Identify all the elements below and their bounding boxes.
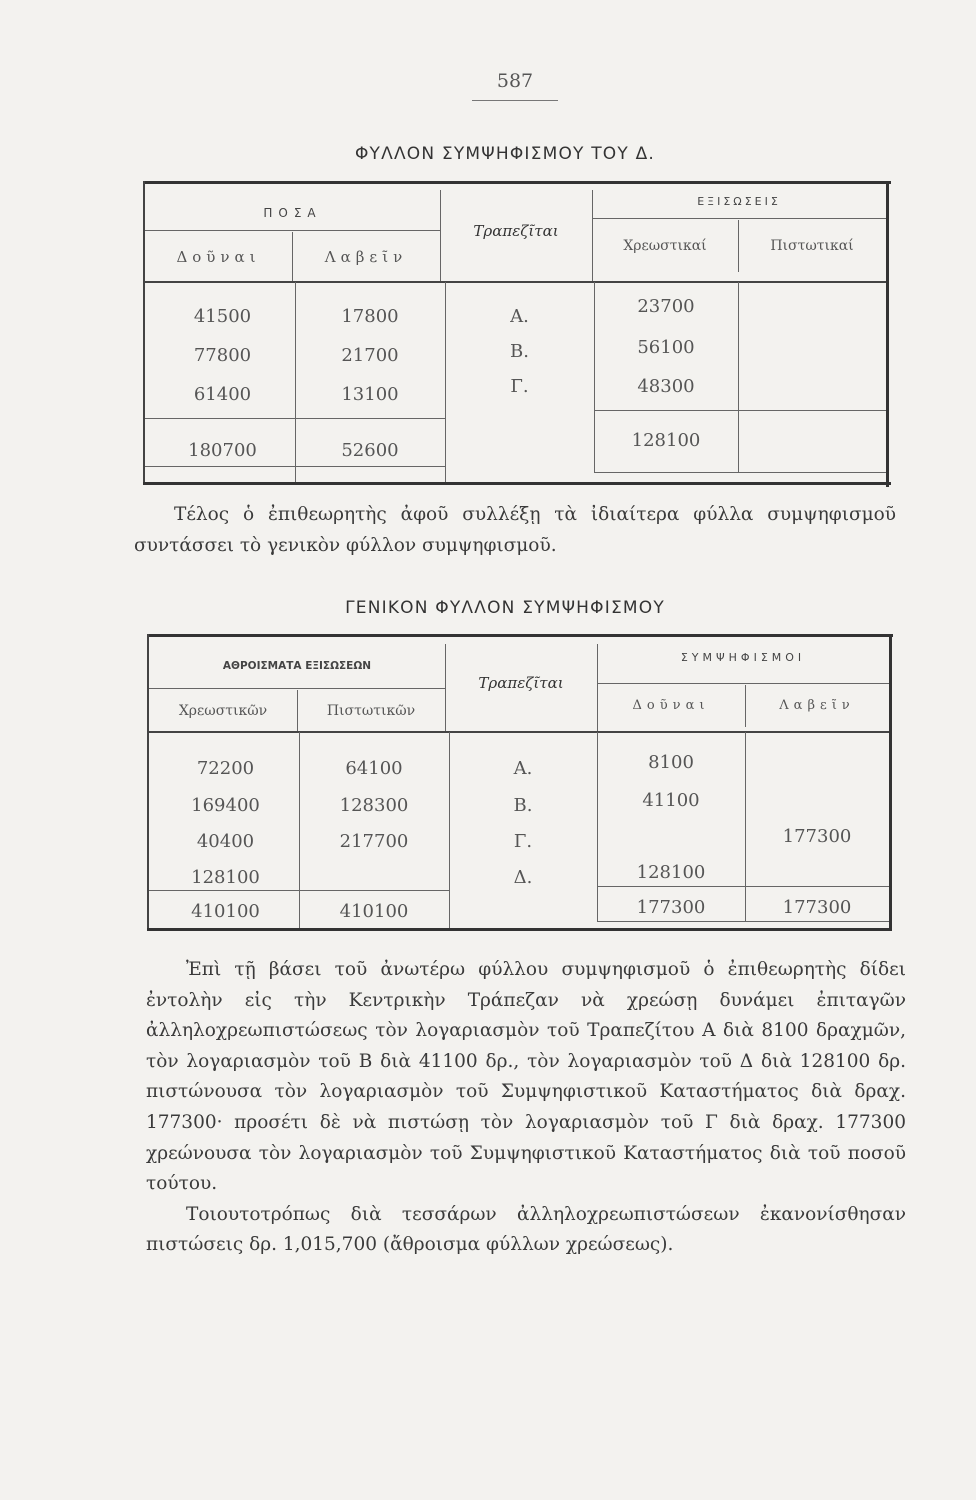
table2-cell: Β.: [513, 795, 533, 816]
table1-title: ΦΥΛΛΟΝ ΣΥΜΨΗΦΙΣΜΟΥ ΤΟΥ Δ.: [354, 144, 656, 164]
page-number: 587: [496, 70, 534, 92]
table1-total: 52600: [341, 440, 399, 461]
table2-right-border: [889, 634, 892, 930]
table1-cell: Β.: [510, 341, 529, 362]
table1-total: 180700: [188, 440, 257, 461]
table2-left-border: [147, 634, 149, 930]
table1-header-lavein: Λαβεῖν: [324, 248, 408, 266]
table2-totals-line-left: [149, 890, 449, 891]
table1-cell: Γ.: [510, 376, 529, 397]
table2-total: 410100: [191, 901, 260, 922]
table2-cell: 40400: [196, 831, 255, 852]
table1-cell: 13100: [341, 384, 399, 405]
table2-cell: Δ.: [513, 867, 533, 888]
table1-bottom-border: [143, 482, 891, 485]
table2-cell: 64100: [345, 758, 403, 779]
table1-cell: 21700: [341, 345, 399, 366]
table1-top-border: [143, 181, 891, 184]
table1-header-exisoseis: ΕΞΙΣΩΣΕΙΣ: [697, 195, 781, 208]
table2-cell: Γ.: [513, 831, 533, 852]
table2-cell: Α.: [513, 758, 533, 779]
table1-header-posa: ΠΟΣΑ: [263, 206, 322, 220]
table1-cell: 41500: [193, 306, 252, 327]
table2-totals-line-right: [597, 886, 889, 887]
table2-header-lavein: Λαβεῖν: [779, 698, 855, 713]
table1-total: 128100: [631, 430, 701, 451]
page-number-rule: [472, 100, 558, 101]
table2-cell: 72200: [196, 758, 255, 779]
table1-col-divider-4: [738, 282, 739, 472]
table2-cell: 217700: [339, 831, 409, 852]
paragraph-1-text: Τέλος ὁ ἐπιθεωρητὴς ἀφοῦ συλλέξῃ τὰ ἰδιαίτερα φύλλα συμψηφισμοῦ συντάσσει τὸ γενικὸν φύλλον συμψηφισμοῦ.: [134, 504, 896, 556]
table2-cell: 128100: [191, 867, 260, 888]
table1-cell: 48300: [637, 376, 695, 397]
table2-header-chreostikon: Χρεωστικῶν: [178, 703, 268, 719]
paragraph-block: [146, 955, 906, 1261]
table1-bottom-line-right: [594, 472, 886, 473]
table1-cell: 56100: [637, 337, 695, 358]
table2-header-athroismata: ΑΘΡΟΙΣΜΑΤΑ ΕΞΙΣΩΣΕΩΝ: [222, 660, 372, 672]
table2-bottom-line-right: [597, 921, 889, 922]
table1-cell: 17800: [341, 306, 399, 327]
table1-header-dounai: Δοῦναι: [176, 248, 261, 266]
table2-header-trapezai: Τραπεζῖται: [478, 674, 564, 692]
table2-header-pistotikon: Πιστωτικῶν: [326, 703, 416, 719]
table2-header-bottom: [149, 731, 889, 733]
table1-exisoseis-divider: [592, 218, 886, 219]
table1-totals-line-left: [145, 418, 445, 419]
paragraph-1: [134, 500, 896, 561]
table2-total: 410100: [339, 901, 409, 922]
table2-cell: 128100: [636, 862, 706, 883]
table1-header-chreostikai: Χρεωστικαί: [623, 238, 707, 254]
table2-top-border: [147, 634, 893, 637]
table1-posa-divider: [145, 230, 440, 231]
table1-cell: Α.: [510, 306, 529, 327]
table2-header-symps: ΣΥΜΨΗΦΙΣΜΟΙ: [680, 651, 806, 664]
table1-header-bottom: [145, 281, 886, 283]
table2-total: 177300: [782, 897, 852, 918]
table2-cell: 128300: [339, 795, 409, 816]
table1-totals-line-right: [594, 410, 886, 411]
table2-cell: 8100: [648, 752, 694, 773]
table1-header-trapezai: Τραπεζῖται: [473, 222, 559, 240]
table2-athr-divider: [149, 688, 445, 689]
paragraph-3-text: Τοιουτοτρόπως διὰ τεσσάρων ἀλληλοχρεωπιστώσεων ἐκανονίσθησαν πιστώσεις δρ. 1,015,700 (ἄθροισμα φύλλων χρεώσεως).: [146, 1203, 906, 1256]
table1-left-border: [143, 181, 145, 483]
table2-header-dounai: Δοῦναι: [632, 698, 710, 713]
paragraph-2-text: Ἐπὶ τῇ βάσει τοῦ ἀνωτέρω φύλλου συμψηφισμοῦ ὁ ἐπιθεωρητὴς δίδει ἐντολὴν εἰς τὴν Κεντρικὴν Τράπεζαν νὰ χρεώσῃ δυνάμει ἐπιταγῶν ἀλληλοχρεωπιστώσεως τὸν λογαριασμὸν τοῦ Τραπεζίτου Α διὰ 8100 δραχμῶν, τὸν λογαριασμὸν τοῦ Β διὰ 41100 δρ., τὸν λογαριασμὸν τοῦ Δ διὰ 128100 δρ. πιστώνουσα τὸν λογαριασμὸν τοῦ Συμψηφιστικοῦ Καταστήματος διὰ δραχ. 177300· προσέτι δὲ νὰ πιστώσῃ τὸν λογαριασμὸν τοῦ Γ διὰ δραχ. 177300 χρεώνουσα τὸν λογαριασμὸν τοῦ Συμψηφιστικοῦ Καταστήματος διὰ τοῦ ποσοῦ τούτου.: [146, 959, 906, 1195]
table2-total: 177300: [636, 897, 706, 918]
table2-title: ΓΕΝΙΚΟΝ ΦΥΛΛΟΝ ΣΥΜΨΗΦΙΣΜΟΥ: [345, 598, 665, 618]
table1-bottom-line-left: [145, 466, 445, 467]
table1-cell: 61400: [193, 384, 252, 405]
table2-symps-divider: [598, 683, 889, 684]
table2-bottom-border: [147, 928, 892, 931]
table1-header-pistotikai: Πιστωτικαί: [770, 238, 854, 254]
table1-cell: 77800: [193, 345, 252, 366]
table1-right-border: [886, 181, 889, 487]
table2-cell: 177300: [782, 826, 852, 847]
table2-cell: 41100: [642, 790, 700, 811]
table1-cell: 23700: [637, 296, 695, 317]
table2-cell: 169400: [191, 795, 260, 816]
